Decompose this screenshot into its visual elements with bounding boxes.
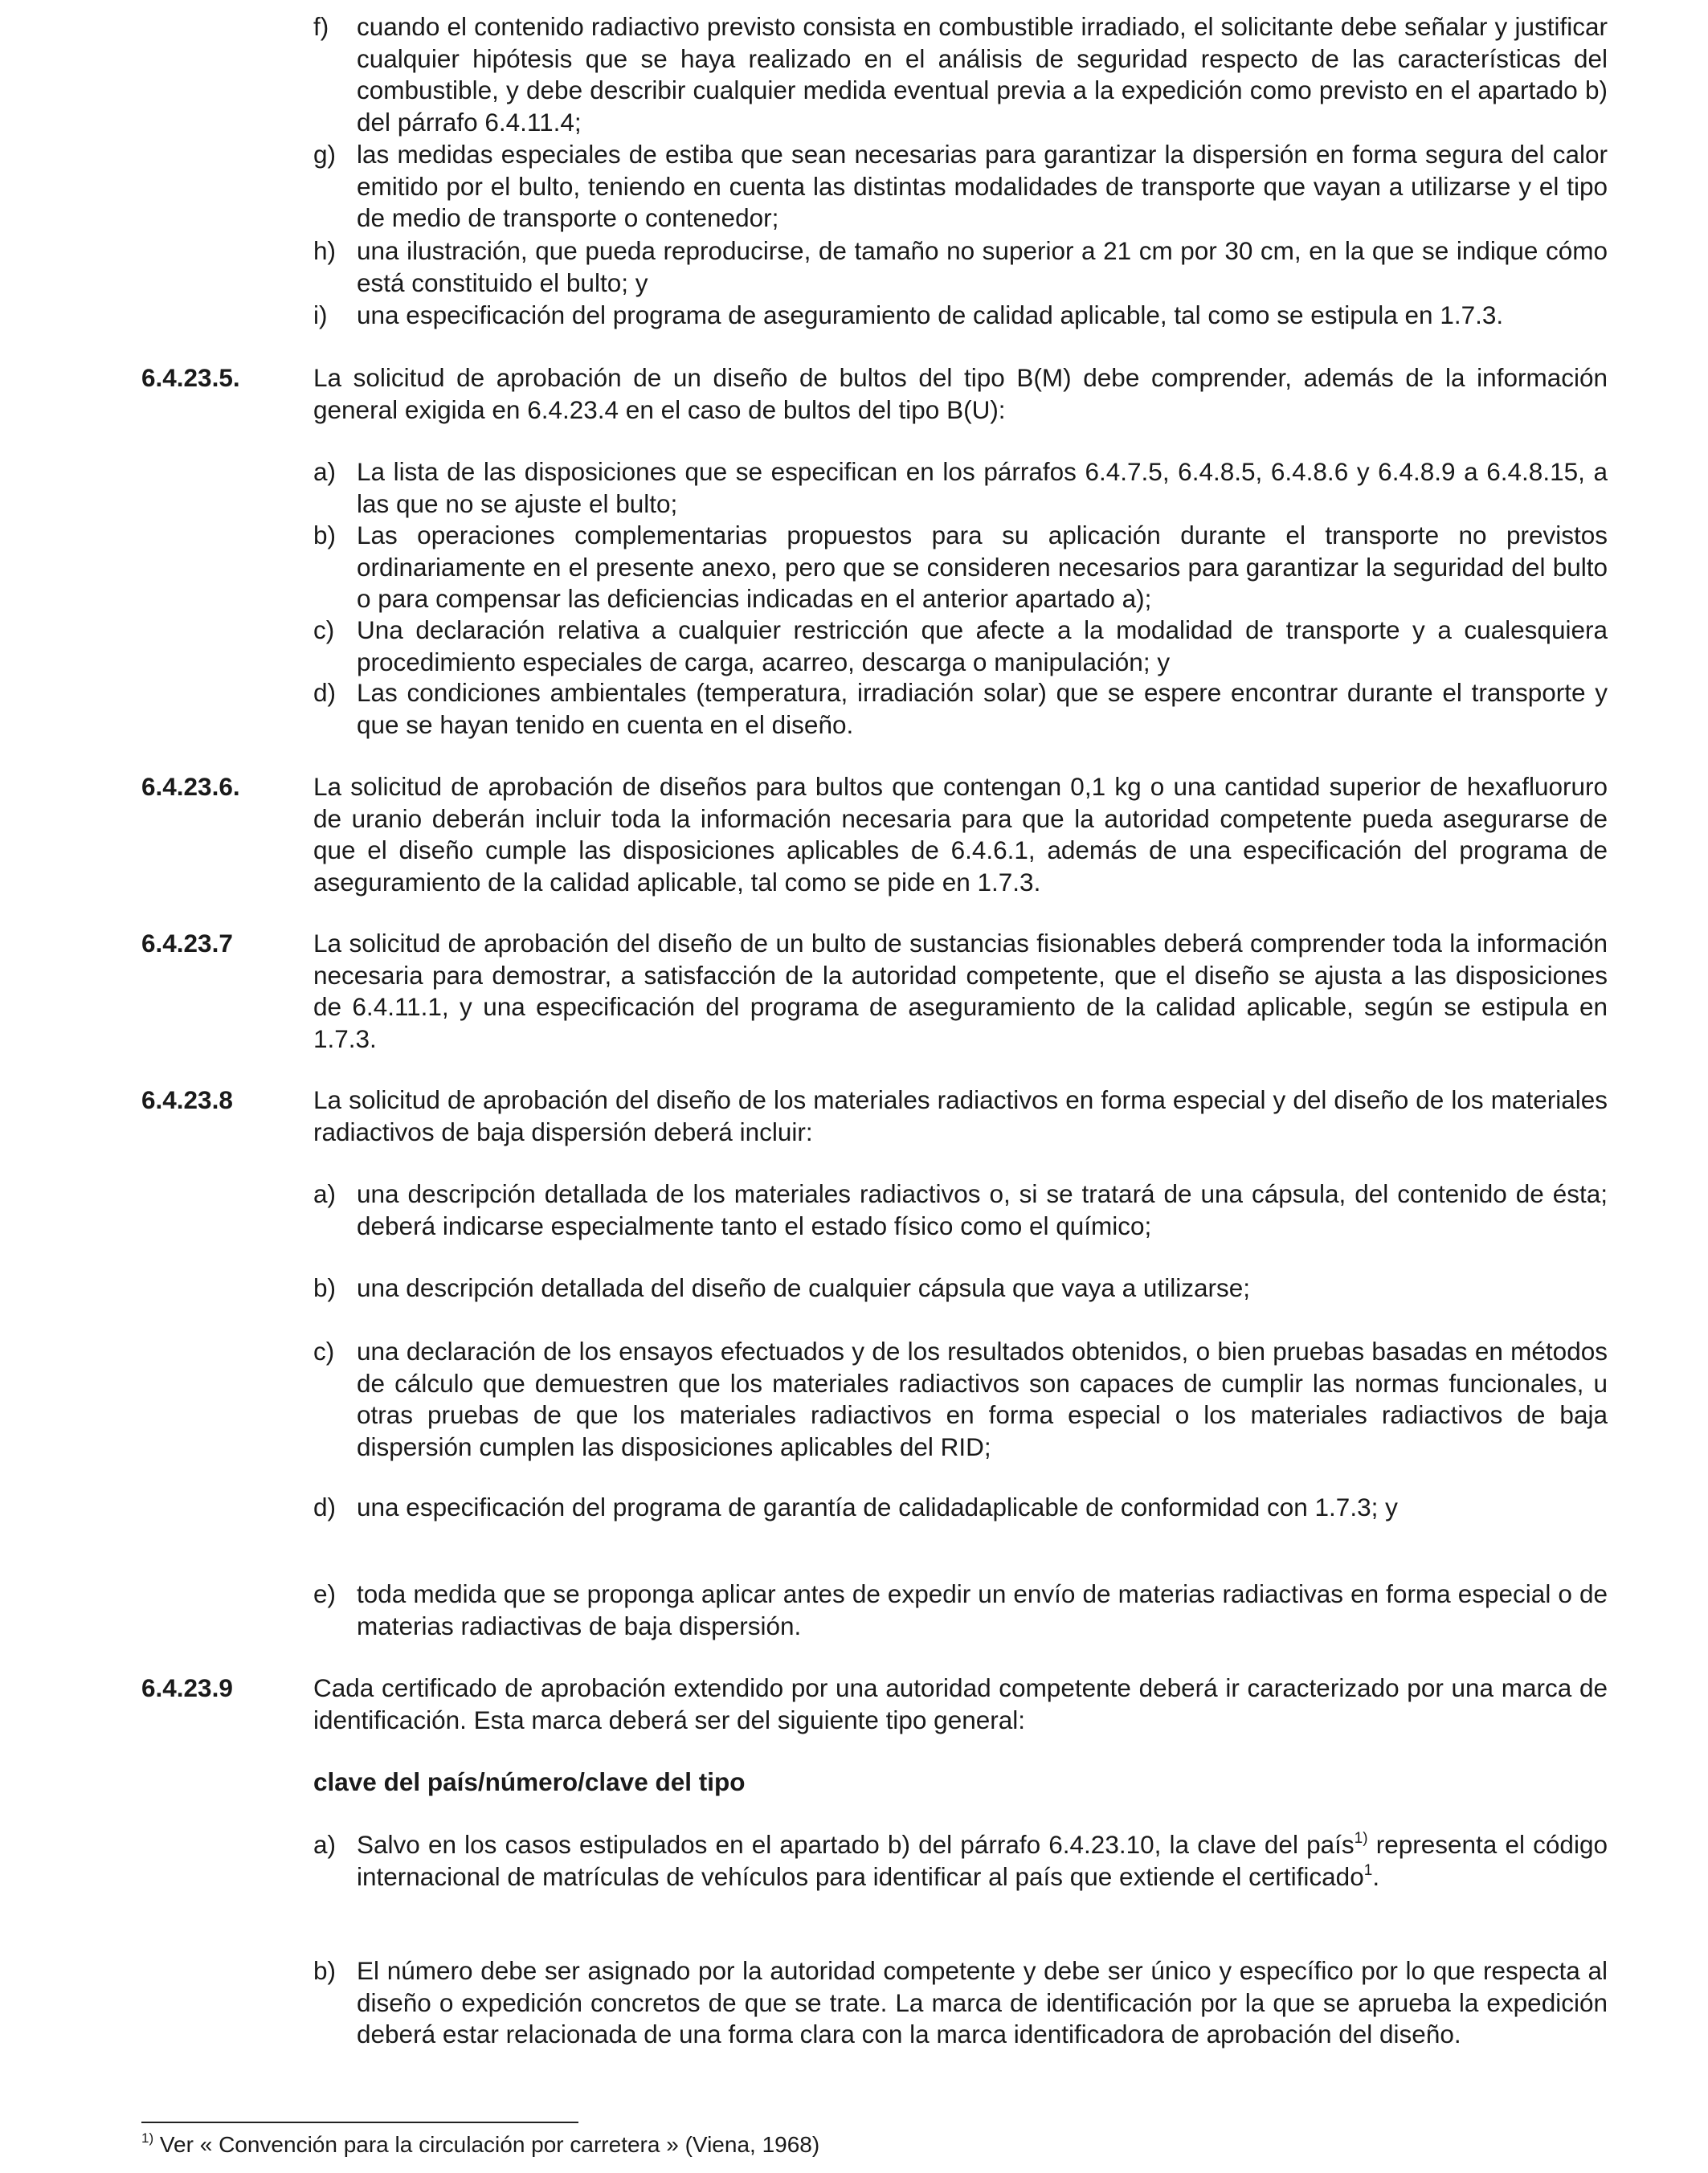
footnote-reference[interactable]: 1 [1363, 1861, 1373, 1879]
footnote-text: Ver « Convención para la circulación por carretera » (Viena, 1968) [153, 2132, 820, 2157]
item-text-part: . [1372, 1861, 1380, 1891]
list-item [313, 520, 1608, 615]
item-label: e) [313, 1579, 337, 1608]
item-label: b) [313, 1273, 337, 1302]
section-paragraph: La solicitud de aprobación del diseño de los materiales radiactivos en forma especial y del diseño de los materiales radiactivos de baja dispersión deberá incluir: [313, 1085, 1608, 1146]
item-label: c) [313, 1337, 335, 1366]
list-item [313, 1579, 1608, 1642]
item-text: toda medida que se proponga aplicar antes de expedir un envío de materias radiactivas en forma especial o de materias radiactivas de baja dispersión. [357, 1579, 1608, 1640]
item-label: b) [313, 1956, 337, 1985]
mark-format: clave del país/número/clave del tipo [313, 1767, 746, 1796]
item-label: a) [313, 1179, 337, 1208]
item-text: Las condiciones ambientales (temperatura, irradiación solar) que se espere encontrar durante el transporte y que se hayan tenido en cuenta en el diseño. [357, 678, 1608, 739]
item-text: La lista de las disposiciones que se especifican en los párrafos 6.4.7.5, 6.4.8.5, 6.4.8.6 y 6.4.8.9 a 6.4.8.15, a las que no se ajuste el bulto; [357, 457, 1608, 518]
section-paragraph: La solicitud de aprobación de un diseño de bultos del tipo B(M) debe comprender, además de la información general exigida en 6.4.23.4 en el caso de bultos del tipo B(U): [313, 363, 1608, 424]
item-text: una ilustración, que pueda reproducirse, de tamaño no superior a 21 cm por 30 cm, en la que se indique cómo está constituido el bulto; y [357, 236, 1608, 297]
footnote-divider [141, 2122, 578, 2123]
section-paragraph: Cada certificado de aprobación extendido por una autoridad competente deberá ir caracterizado por una marca de identificación. Esta marca deberá ser del siguiente tipo general: [313, 1673, 1608, 1734]
footnote-marker: 1) [141, 2130, 154, 2146]
list-item [313, 1336, 1608, 1463]
item-label: a) [313, 1830, 337, 1859]
list-item [313, 677, 1608, 741]
item-label: c) [313, 615, 335, 644]
section-number: 6.4.23.9 [141, 1673, 233, 1702]
list-item [313, 139, 1608, 235]
list-item [313, 1272, 1608, 1305]
item-label: b) [313, 521, 337, 549]
item-text-part: representa el código internacional de matrículas de vehículos para identificar al país que extiende el certificado [357, 1830, 1608, 1891]
section-number: 6.4.23.8 [141, 1085, 233, 1114]
item-text: Las operaciones complementarias propuestos para su aplicación durante el transporte no previstos ordinariamente en el presente anexo, pero que se consideren necesarios para garantizar la seguridad del bulto o para compensar las deficiencias indicadas en el anterior apartado a); [357, 521, 1608, 614]
item-text: las medidas especiales de estiba que sean necesarias para garantizar la dispersión en forma segura del calor emitido por el bulto, teniendo en cuenta las distintas modalidades de transporte que vayan a utilizarse y el tipo de medio de transporte o contenedor; [357, 140, 1608, 233]
list-item [313, 235, 1608, 299]
footnote-reference[interactable]: 1) [1354, 1830, 1368, 1847]
list-item [313, 11, 1608, 138]
item-text: una declaración de los ensayos efectuados y de los resultados obtenidos, o bien pruebas basadas en métodos de cálculo que demuestren que los materiales radiactivos son capaces de cumplir las normas funcionales, u otras pruebas de que los materiales radiactivos en forma especial o los materiales radiactivos de baja dispersión cumplen las disposiciones aplicables del RID; [357, 1337, 1608, 1461]
item-text: una descripción detallada del diseño de cualquier cápsula que vaya a utilizarse; [357, 1273, 1250, 1302]
list-item [313, 1955, 1608, 2051]
item-label: d) [313, 678, 337, 707]
footnote [141, 2131, 819, 2159]
item-label: g) [313, 140, 337, 169]
list-item [313, 300, 1608, 332]
item-text-part: Salvo en los casos estipulados en el apartado b) del párrafo 6.4.23.10, la clave del país [357, 1830, 1355, 1859]
section-paragraph: La solicitud de aprobación de diseños para bultos que contengan 0,1 kg o una cantidad superior de hexafluoruro de uranio deberán incluir toda la información necesaria para que la autoridad competente pueda asegurarse de que el diseño cumple las disposiciones aplicables de 6.4.6.1, además de una especificación del programa de aseguramiento de la calidad aplicable, tal como se pide en 1.7.3. [313, 772, 1608, 897]
item-text: una especificación del programa de aseguramiento de calidad aplicable, tal como se estipula en 1.7.3. [357, 300, 1504, 329]
item-text [357, 1829, 1608, 1893]
item-text: Una declaración relativa a cualquier restricción que afecte a la modalidad de transporte y a cualesquiera procedimiento especiales de carga, acarreo, descarga o manipulación; y [357, 615, 1608, 676]
item-label: f) [313, 12, 329, 41]
list-item [313, 1492, 1608, 1524]
item-text: una descripción detallada de los materiales radiactivos o, si se tratará de una cápsula, del contenido de ésta; deberá indicarse especialmente tanto el estado físico como el químico; [357, 1179, 1608, 1240]
list-item [313, 456, 1608, 520]
section-number: 6.4.23.5. [141, 363, 240, 392]
item-label: h) [313, 236, 337, 265]
section-number: 6.4.23.6. [141, 772, 240, 801]
item-text: cuando el contenido radiactivo previsto consista en combustible irradiado, el solicitante debe señalar y justificar cualquier hipótesis que se haya realizado en el análisis de seguridad respecto de las características del combustible, y debe describir cualquier medida eventual previa a la expedición como previsto en el apartado b) del párrafo 6.4.11.4; [357, 12, 1608, 137]
item-label: i) [313, 300, 328, 329]
item-text: El número debe ser asignado por la autoridad competente y debe ser único y específico por lo que respecta al diseño o expedición concretos de que se trate. La marca de identificación por la que se aprueba la expedición deberá estar relacionada de una forma clara con la marca identificadora de aprobación del diseño. [357, 1956, 1608, 2049]
item-label: d) [313, 1493, 337, 1522]
list-item [313, 615, 1608, 678]
section-number: 6.4.23.7 [141, 929, 233, 958]
item-text: una especificación del programa de garantía de calidadaplicable de conformidad con 1.7.3; y [357, 1493, 1398, 1522]
list-item [313, 1829, 1608, 1893]
list-item [313, 1178, 1608, 1242]
section-paragraph: La solicitud de aprobación del diseño de un bulto de sustancias fisionables deberá comprender toda la información necesaria para demostrar, a satisfacción de la autoridad competente, que el diseño se ajusta a las disposiciones de 6.4.11.1, y una especificación del programa de aseguramiento de la calidad aplicable, según se estipula en 1.7.3. [313, 929, 1608, 1053]
item-label: a) [313, 457, 337, 486]
